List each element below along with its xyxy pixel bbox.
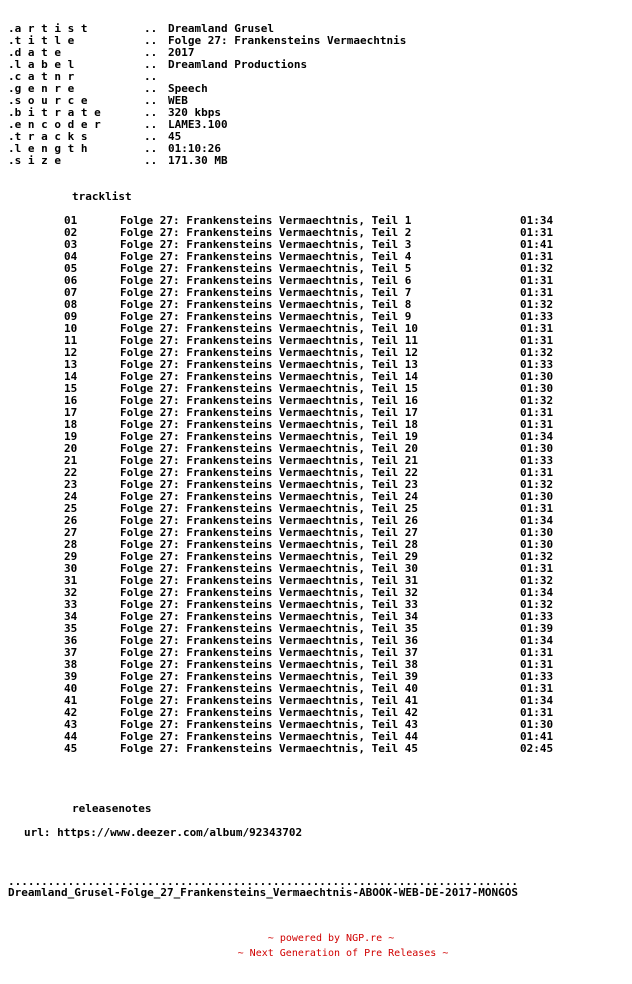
- track-title: Folge 27: Frankensteins Vermaechtnis, Teil 22: [120, 466, 419, 479]
- track-duration: 01:31: [520, 502, 554, 515]
- track-title: Folge 27: Frankensteins Vermaechtnis, Teil 3: [120, 238, 412, 251]
- metadata-separator: ..: [144, 70, 158, 83]
- track-duration: 01:32: [520, 394, 554, 407]
- track-duration: 01:34: [520, 430, 554, 443]
- metadata-value: 45: [168, 130, 182, 143]
- track-number: 35: [64, 622, 78, 635]
- track-number: 44: [64, 730, 78, 743]
- track-number: 09: [64, 310, 78, 323]
- track-number: 34: [64, 610, 78, 623]
- track-title: Folge 27: Frankensteins Vermaechtnis, Teil 41: [120, 694, 419, 707]
- track-duration: 01:33: [520, 310, 554, 323]
- track-title: Folge 27: Frankensteins Vermaechtnis, Teil 45: [120, 742, 419, 755]
- metadata-key: .d a t e: [8, 46, 61, 59]
- metadata-value: Speech: [168, 82, 208, 95]
- track-title: Folge 27: Frankensteins Vermaechtnis, Teil 19: [120, 430, 419, 443]
- track-title: Folge 27: Frankensteins Vermaechtnis, Teil 44: [120, 730, 419, 743]
- track-number: 23: [64, 478, 78, 491]
- release-url: url: https://www.deezer.com/album/92343702: [24, 826, 303, 839]
- track-duration: 01:30: [520, 370, 554, 383]
- metadata-key: .b i t r a t e: [8, 106, 101, 119]
- track-title: Folge 27: Frankensteins Vermaechtnis, Teil 5: [120, 262, 412, 275]
- track-title: Folge 27: Frankensteins Vermaechtnis, Teil 17: [120, 406, 419, 419]
- track-title: Folge 27: Frankensteins Vermaechtnis, Teil 30: [120, 562, 419, 575]
- track-title: Folge 27: Frankensteins Vermaechtnis, Teil 18: [120, 418, 419, 431]
- metadata-value: Folge 27: Frankensteins Vermaechtnis: [168, 34, 407, 47]
- metadata-value: 320 kbps: [168, 106, 221, 119]
- divider: .............................................................................: [8, 875, 518, 888]
- metadata-separator: ..: [144, 106, 158, 119]
- metadata-value: Dreamland Productions: [168, 58, 308, 71]
- track-duration: 01:31: [520, 406, 554, 419]
- track-number: 27: [64, 526, 78, 539]
- track-duration: 01:32: [520, 574, 554, 587]
- track-duration: 01:30: [520, 490, 554, 503]
- track-duration: 01:33: [520, 610, 554, 623]
- track-number: 38: [64, 658, 78, 671]
- metadata-key: .s i z e: [8, 154, 61, 167]
- footer-powered-by: ~ powered by NGP.re ~: [267, 933, 395, 944]
- track-duration: 01:31: [520, 658, 554, 671]
- track-title: Folge 27: Frankensteins Vermaechtnis, Teil 20: [120, 442, 419, 455]
- metadata-key: .t i t l e: [8, 34, 75, 47]
- track-number: 30: [64, 562, 78, 575]
- track-number: 18: [64, 418, 78, 431]
- track-title: Folge 27: Frankensteins Vermaechtnis, Teil 13: [120, 358, 419, 371]
- track-duration: 01:30: [520, 526, 554, 539]
- metadata-row: [0, 59, 632, 71]
- track-number: 42: [64, 706, 78, 719]
- track-number: 01: [64, 214, 78, 227]
- track-number: 33: [64, 598, 78, 611]
- track-title: Folge 27: Frankensteins Vermaechtnis, Teil 21: [120, 454, 419, 467]
- track-title: Folge 27: Frankensteins Vermaechtnis, Teil 29: [120, 550, 419, 563]
- metadata-separator: ..: [144, 118, 158, 131]
- track-title: Folge 27: Frankensteins Vermaechtnis, Teil 15: [120, 382, 419, 395]
- track-duration: 01:34: [520, 694, 554, 707]
- track-duration: 01:34: [520, 514, 554, 527]
- track-duration: 01:32: [520, 598, 554, 611]
- track-title: Folge 27: Frankensteins Vermaechtnis, Teil 37: [120, 646, 419, 659]
- track-duration: 01:34: [520, 586, 554, 599]
- track-duration: 01:32: [520, 262, 554, 275]
- track-duration: 01:33: [520, 670, 554, 683]
- metadata-key: .g e n r e: [8, 82, 75, 95]
- releasenotes-heading: releasenotes: [72, 802, 152, 815]
- track-number: 19: [64, 430, 78, 443]
- metadata-row: [0, 131, 632, 143]
- track-duration: 01:30: [520, 538, 554, 551]
- track-duration: 01:31: [520, 646, 554, 659]
- track-number: 29: [64, 550, 78, 563]
- track-title: Folge 27: Frankensteins Vermaechtnis, Teil 32: [120, 586, 419, 599]
- track-title: Folge 27: Frankensteins Vermaechtnis, Teil 40: [120, 682, 419, 695]
- track-title: Folge 27: Frankensteins Vermaechtnis, Teil 16: [120, 394, 419, 407]
- track-duration: 01:32: [520, 550, 554, 563]
- track-duration: 01:32: [520, 346, 554, 359]
- track-number: 06: [64, 274, 78, 287]
- track-title: Folge 27: Frankensteins Vermaechtnis, Teil 25: [120, 502, 419, 515]
- metadata-value: 2017: [168, 46, 195, 59]
- track-duration: 01:33: [520, 358, 554, 371]
- track-number: 05: [64, 262, 78, 275]
- track-duration: 01:41: [520, 730, 554, 743]
- track-duration: 01:31: [520, 682, 554, 695]
- track-duration: 01:31: [520, 562, 554, 575]
- track-title: Folge 27: Frankensteins Vermaechtnis, Teil 6: [120, 274, 412, 287]
- metadata-key: .l e n g t h: [8, 142, 88, 155]
- track-number: 25: [64, 502, 78, 515]
- metadata-value: LAME3.100: [168, 118, 228, 131]
- track-title: Folge 27: Frankensteins Vermaechtnis, Teil 9: [120, 310, 412, 323]
- metadata-separator: ..: [144, 34, 158, 47]
- track-duration: 01:31: [520, 418, 554, 431]
- metadata-key: .e n c o d e r: [8, 118, 101, 131]
- metadata-key: .t r a c k s: [8, 130, 88, 143]
- track-duration: 01:34: [520, 214, 554, 227]
- track-number: 03: [64, 238, 78, 251]
- metadata-value: 01:10:26: [168, 142, 221, 155]
- metadata-row: [0, 35, 632, 47]
- metadata-separator: ..: [144, 130, 158, 143]
- track-title: Folge 27: Frankensteins Vermaechtnis, Teil 11: [120, 334, 419, 347]
- track-number: 39: [64, 670, 78, 683]
- track-duration: 01:32: [520, 298, 554, 311]
- track-number: 08: [64, 298, 78, 311]
- track-title: Folge 27: Frankensteins Vermaechtnis, Teil 10: [120, 322, 419, 335]
- track-title: Folge 27: Frankensteins Vermaechtnis, Teil 2: [120, 226, 412, 239]
- track-number: 32: [64, 586, 78, 599]
- track-duration: 01:31: [520, 286, 554, 299]
- track-title: Folge 27: Frankensteins Vermaechtnis, Teil 7: [120, 286, 412, 299]
- track-number: 11: [64, 334, 78, 347]
- track-number: 14: [64, 370, 78, 383]
- metadata-row: [0, 143, 632, 155]
- metadata-separator: ..: [144, 22, 158, 35]
- track-title: Folge 27: Frankensteins Vermaechtnis, Teil 35: [120, 622, 419, 635]
- track-row: [0, 743, 632, 755]
- track-title: Folge 27: Frankensteins Vermaechtnis, Teil 1: [120, 214, 412, 227]
- metadata-separator: ..: [144, 94, 158, 107]
- track-number: 45: [64, 742, 78, 755]
- track-number: 24: [64, 490, 78, 503]
- track-duration: 01:32: [520, 478, 554, 491]
- track-number: 10: [64, 322, 78, 335]
- track-number: 20: [64, 442, 78, 455]
- track-duration: 01:41: [520, 238, 554, 251]
- metadata-value: WEB: [168, 94, 188, 107]
- metadata-row: [0, 47, 632, 59]
- track-duration: 01:31: [520, 274, 554, 287]
- track-title: Folge 27: Frankensteins Vermaechtnis, Teil 26: [120, 514, 419, 527]
- track-number: 17: [64, 406, 78, 419]
- track-duration: 01:39: [520, 622, 554, 635]
- metadata-key: .c a t n r: [8, 70, 75, 83]
- track-duration: 01:30: [520, 718, 554, 731]
- track-number: 04: [64, 250, 78, 263]
- track-duration: 01:31: [520, 466, 554, 479]
- track-title: Folge 27: Frankensteins Vermaechtnis, Teil 38: [120, 658, 419, 671]
- track-title: Folge 27: Frankensteins Vermaechtnis, Teil 39: [120, 670, 419, 683]
- metadata-separator: ..: [144, 154, 158, 167]
- track-number: 16: [64, 394, 78, 407]
- track-number: 21: [64, 454, 78, 467]
- metadata-key: .a r t i s t: [8, 22, 88, 35]
- track-duration: 01:30: [520, 382, 554, 395]
- release-name: Dreamland_Grusel-Folge_27_Frankensteins_Vermaechtnis-ABOOK-WEB-DE-2017-MONGOS: [8, 886, 518, 899]
- track-duration: 01:31: [520, 250, 554, 263]
- track-number: 43: [64, 718, 78, 731]
- track-number: 12: [64, 346, 78, 359]
- track-duration: 01:30: [520, 442, 554, 455]
- metadata-separator: ..: [144, 82, 158, 95]
- track-title: Folge 27: Frankensteins Vermaechtnis, Teil 33: [120, 598, 419, 611]
- track-number: 31: [64, 574, 78, 587]
- track-number: 26: [64, 514, 78, 527]
- track-title: Folge 27: Frankensteins Vermaechtnis, Teil 24: [120, 490, 419, 503]
- track-title: Folge 27: Frankensteins Vermaechtnis, Teil 31: [120, 574, 419, 587]
- track-duration: 01:31: [520, 322, 554, 335]
- metadata-separator: ..: [144, 46, 158, 59]
- track-number: 13: [64, 358, 78, 371]
- track-duration: 01:31: [520, 706, 554, 719]
- tracklist-heading: tracklist: [72, 190, 132, 203]
- track-title: Folge 27: Frankensteins Vermaechtnis, Teil 27: [120, 526, 419, 539]
- metadata-row: [0, 83, 632, 95]
- metadata-value: Dreamland Grusel: [168, 22, 274, 35]
- metadata-separator: ..: [144, 142, 158, 155]
- track-duration: 02:45: [520, 742, 554, 755]
- track-title: Folge 27: Frankensteins Vermaechtnis, Teil 8: [120, 298, 412, 311]
- metadata-value: 171.30 MB: [168, 154, 228, 167]
- track-title: Folge 27: Frankensteins Vermaechtnis, Teil 36: [120, 634, 419, 647]
- track-number: 37: [64, 646, 78, 659]
- track-number: 41: [64, 694, 78, 707]
- track-title: Folge 27: Frankensteins Vermaechtnis, Teil 43: [120, 718, 419, 731]
- track-duration: 01:33: [520, 454, 554, 467]
- track-title: Folge 27: Frankensteins Vermaechtnis, Teil 42: [120, 706, 419, 719]
- track-number: 07: [64, 286, 78, 299]
- track-title: Folge 27: Frankensteins Vermaechtnis, Teil 23: [120, 478, 419, 491]
- track-duration: 01:31: [520, 226, 554, 239]
- track-duration: 01:31: [520, 334, 554, 347]
- track-number: 36: [64, 634, 78, 647]
- metadata-separator: ..: [144, 58, 158, 71]
- footer-tagline: ~ Next Generation of Pre Releases ~: [237, 948, 449, 959]
- track-number: 40: [64, 682, 78, 695]
- track-title: Folge 27: Frankensteins Vermaechtnis, Teil 14: [120, 370, 419, 383]
- metadata-row: [0, 155, 632, 167]
- track-title: Folge 27: Frankensteins Vermaechtnis, Teil 12: [120, 346, 419, 359]
- track-number: 15: [64, 382, 78, 395]
- track-number: 02: [64, 226, 78, 239]
- track-title: Folge 27: Frankensteins Vermaechtnis, Teil 28: [120, 538, 419, 551]
- metadata-row: [0, 119, 632, 131]
- metadata-row: [0, 71, 632, 83]
- track-number: 28: [64, 538, 78, 551]
- track-title: Folge 27: Frankensteins Vermaechtnis, Teil 4: [120, 250, 412, 263]
- track-duration: 01:34: [520, 634, 554, 647]
- track-title: Folge 27: Frankensteins Vermaechtnis, Teil 34: [120, 610, 419, 623]
- track-number: 22: [64, 466, 78, 479]
- metadata-key: .l a b e l: [8, 58, 75, 71]
- metadata-key: .s o u r c e: [8, 94, 88, 107]
